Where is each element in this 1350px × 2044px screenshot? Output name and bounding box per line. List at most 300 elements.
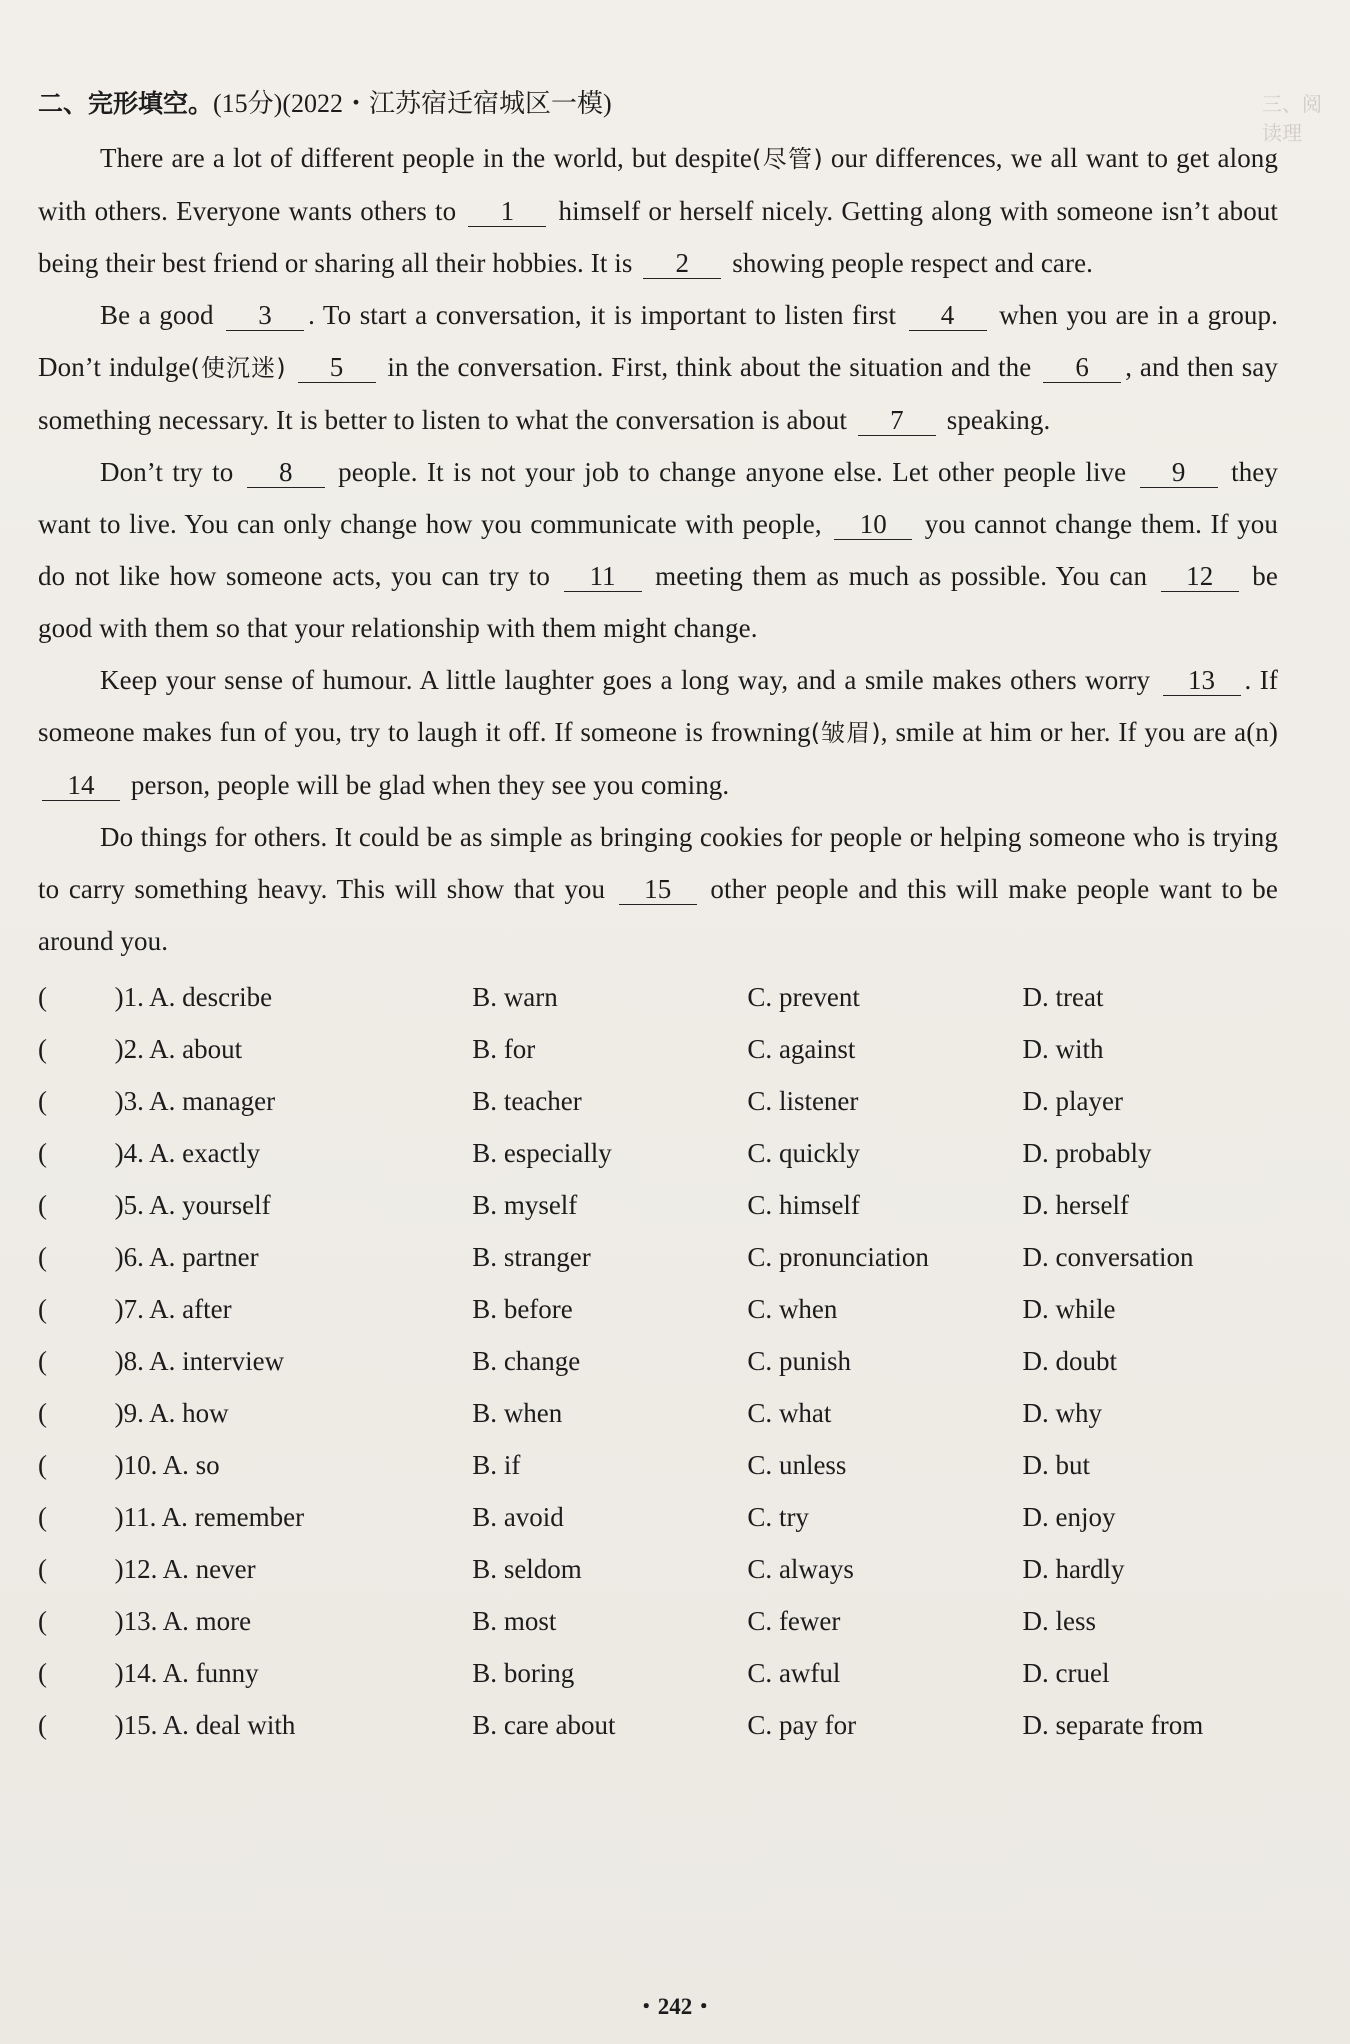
answer-slot[interactable] xyxy=(38,1554,115,1585)
answer-slot[interactable] xyxy=(38,1294,115,1325)
option-c xyxy=(747,1086,1022,1117)
option-a xyxy=(115,1086,473,1117)
option-text: more xyxy=(195,1605,252,1636)
passage-text: Don’t try to xyxy=(100,457,243,487)
option-letter: A. xyxy=(162,1605,196,1636)
option-text: treat xyxy=(1055,981,1104,1012)
option-c xyxy=(747,982,1022,1013)
option-letter: B. xyxy=(472,981,504,1012)
passage-text: be good with them so that your relationship with them might change. xyxy=(38,561,1278,643)
option-text: about xyxy=(182,1033,243,1064)
option-letter: B. xyxy=(472,1241,504,1272)
option-text: separate from xyxy=(1055,1709,1204,1740)
option-text: describe xyxy=(182,981,273,1012)
question-number: 3 xyxy=(123,1085,138,1116)
option-b xyxy=(472,1398,747,1429)
option-letter: A. xyxy=(162,1553,196,1584)
question-number: 14 xyxy=(123,1657,151,1688)
question-row xyxy=(38,971,1278,1023)
option-text: enjoy xyxy=(1055,1501,1116,1532)
answer-blank: 13 xyxy=(1163,665,1241,696)
option-text: exactly xyxy=(182,1137,261,1168)
option-letter: D. xyxy=(1022,1553,1056,1584)
option-letter: B. xyxy=(472,1033,504,1064)
option-letter: C. xyxy=(747,1605,779,1636)
option-text: cruel xyxy=(1055,1657,1110,1688)
option-letter: B. xyxy=(472,1605,504,1636)
option-text: conversation xyxy=(1055,1241,1194,1272)
open-paren: ( xyxy=(38,1657,47,1688)
option-text: punish xyxy=(778,1345,851,1376)
open-paren: ( xyxy=(38,1345,47,1376)
answer-slot[interactable] xyxy=(38,1346,115,1377)
close-paren: ) xyxy=(114,1709,124,1740)
option-text: unless xyxy=(778,1449,847,1480)
option-d xyxy=(1023,1346,1278,1377)
answer-blank: 1 xyxy=(468,196,546,227)
number-dot: . xyxy=(150,1657,163,1688)
passage-text: Do things for others. It could be as simple as bringing cookies for people or helping someone who is trying to carry something heavy. This will show that you xyxy=(38,822,1278,904)
answer-blank: 6 xyxy=(1043,352,1121,383)
option-a xyxy=(115,1450,473,1481)
answer-blank: 7 xyxy=(858,405,936,436)
option-c xyxy=(747,1294,1022,1325)
option-text: listener xyxy=(778,1085,859,1116)
option-d xyxy=(1023,1294,1278,1325)
option-text: seldom xyxy=(503,1553,582,1584)
answer-slot[interactable] xyxy=(38,1034,115,1065)
option-text: fewer xyxy=(778,1605,841,1636)
option-text: myself xyxy=(503,1189,578,1220)
option-letter: C. xyxy=(747,1501,779,1532)
option-letter: C. xyxy=(747,1085,779,1116)
open-paren: ( xyxy=(38,1709,47,1740)
option-text: prevent xyxy=(778,981,860,1012)
option-letter: A. xyxy=(149,1033,183,1064)
number-dot: . xyxy=(137,981,150,1012)
option-b xyxy=(472,1502,747,1533)
question-number: 5 xyxy=(123,1189,138,1220)
open-paren: ( xyxy=(38,1397,47,1428)
passage-text: . To start a conversation, it is important to listen first xyxy=(308,300,905,330)
option-text: warn xyxy=(503,981,558,1012)
option-a xyxy=(115,1502,473,1533)
answer-slot[interactable] xyxy=(38,1658,115,1689)
option-b xyxy=(472,1554,747,1585)
option-text: partner xyxy=(182,1241,259,1272)
option-a xyxy=(115,1606,473,1637)
number-dot: . xyxy=(149,1501,162,1532)
option-letter: D. xyxy=(1022,1657,1056,1688)
question-number: 7 xyxy=(123,1293,138,1324)
question-number: 12 xyxy=(123,1553,151,1584)
option-b xyxy=(472,1710,747,1741)
option-letter: C. xyxy=(747,1397,779,1428)
option-text: quickly xyxy=(778,1137,860,1168)
option-letter: D. xyxy=(1022,1397,1056,1428)
option-text: so xyxy=(195,1449,220,1480)
option-letter: A. xyxy=(149,1137,183,1168)
chinese-gloss: (尽管) xyxy=(751,145,823,173)
option-text: yourself xyxy=(182,1189,271,1220)
option-letter: A. xyxy=(162,1449,196,1480)
option-d xyxy=(1023,1502,1278,1533)
open-paren: ( xyxy=(38,1033,47,1064)
question-number: 10 xyxy=(123,1449,151,1480)
question-number: 13 xyxy=(123,1605,151,1636)
open-paren: ( xyxy=(38,981,47,1012)
option-d xyxy=(1023,1554,1278,1585)
option-letter: B. xyxy=(472,1501,504,1532)
section-title: 二、完形填空。 xyxy=(38,89,214,118)
option-letter: B. xyxy=(472,1189,504,1220)
option-c xyxy=(747,1606,1022,1637)
option-b xyxy=(472,1606,747,1637)
passage-text: showing people respect and care. xyxy=(725,248,1094,278)
answer-blank: 8 xyxy=(247,457,325,488)
answer-slot[interactable] xyxy=(38,1450,115,1481)
answer-blank: 3 xyxy=(226,300,304,331)
number-dot: . xyxy=(137,1033,150,1064)
answer-slot[interactable] xyxy=(38,1606,115,1637)
option-letter: B. xyxy=(472,1657,504,1688)
passage-text: meeting them as much as possible. You can xyxy=(645,561,1157,591)
chinese-gloss: (使沉迷) xyxy=(190,354,286,382)
passage-text: , smile at him or her. If you are a(n) xyxy=(880,717,1278,747)
option-text: awful xyxy=(778,1657,841,1688)
question-number: 9 xyxy=(123,1397,138,1428)
question-row xyxy=(38,1075,1278,1127)
option-text: especially xyxy=(503,1137,612,1168)
option-letter: C. xyxy=(747,1137,779,1168)
option-letter: B. xyxy=(472,1449,504,1480)
number-dot: . xyxy=(137,1345,150,1376)
option-letter: A. xyxy=(162,1709,196,1740)
number-dot: . xyxy=(137,1085,150,1116)
close-paren: ) xyxy=(114,1605,124,1636)
option-letter: D. xyxy=(1022,981,1056,1012)
option-b xyxy=(472,1658,747,1689)
option-text: try xyxy=(778,1501,809,1532)
option-letter: B. xyxy=(472,1709,504,1740)
option-b xyxy=(472,982,747,1013)
answer-slot[interactable] xyxy=(38,1398,115,1429)
option-letter: C. xyxy=(747,1345,779,1376)
options-list xyxy=(38,971,1278,1751)
option-d xyxy=(1023,982,1278,1013)
answer-blank: 14 xyxy=(42,770,120,801)
passage-text: Keep your sense of humour. A little laughter goes a long way, and a smile makes others worry xyxy=(100,665,1159,695)
passage-paragraph xyxy=(38,811,1278,967)
answer-blank: 12 xyxy=(1161,561,1239,592)
option-letter: C. xyxy=(747,1241,779,1272)
option-letter: A. xyxy=(149,1345,183,1376)
option-text: player xyxy=(1055,1085,1124,1116)
option-text: most xyxy=(503,1605,557,1636)
question-row xyxy=(38,1543,1278,1595)
passage xyxy=(38,132,1278,967)
option-d xyxy=(1023,1658,1278,1689)
option-a xyxy=(115,1190,473,1221)
passage-text: speaking. xyxy=(939,405,1051,435)
option-text: hardly xyxy=(1055,1553,1125,1584)
open-paren: ( xyxy=(38,1241,47,1272)
option-text: herself xyxy=(1055,1189,1130,1220)
passage-text: There are a lot of different people in the world, but despite xyxy=(100,143,752,173)
answer-slot[interactable] xyxy=(38,1138,115,1169)
option-text: doubt xyxy=(1055,1345,1118,1376)
option-letter: A. xyxy=(161,1501,195,1532)
option-text: interview xyxy=(182,1345,285,1376)
question-row xyxy=(38,1387,1278,1439)
passage-text: himself or herself nicely. Getting along with someone isn’t about being their best friend or sharing all their hobbies. It is xyxy=(38,196,1279,278)
question-number: 1 xyxy=(123,981,138,1012)
option-d xyxy=(1023,1606,1278,1637)
option-text: why xyxy=(1055,1397,1103,1428)
answer-blank: 4 xyxy=(909,300,987,331)
option-d xyxy=(1023,1086,1278,1117)
passage-text: people. It is not your job to change anyone else. Let other people live xyxy=(328,457,1136,487)
option-d xyxy=(1023,1242,1278,1273)
close-paren: ) xyxy=(114,1657,124,1688)
question-number: 15 xyxy=(123,1709,151,1740)
passage-text: person, people will be glad when they see you coming. xyxy=(124,770,730,800)
open-paren: ( xyxy=(38,1501,47,1532)
option-text: boring xyxy=(503,1657,575,1688)
close-paren: ) xyxy=(114,1449,124,1480)
option-text: care about xyxy=(503,1709,616,1740)
answer-blank: 9 xyxy=(1140,457,1218,488)
option-c xyxy=(747,1554,1022,1585)
option-letter: D. xyxy=(1022,1345,1056,1376)
option-d xyxy=(1023,1450,1278,1481)
option-c xyxy=(747,1398,1022,1429)
option-letter: B. xyxy=(472,1293,504,1324)
passage-text: , and then say something necessary. It is better to listen to what the conversation is about xyxy=(38,352,1278,435)
answer-blank: 10 xyxy=(834,509,912,540)
open-paren: ( xyxy=(38,1449,47,1480)
question-number: 4 xyxy=(123,1137,138,1168)
option-text: against xyxy=(778,1033,856,1064)
question-number: 2 xyxy=(123,1033,138,1064)
option-c xyxy=(747,1346,1022,1377)
question-row xyxy=(38,1595,1278,1647)
option-letter: D. xyxy=(1022,1241,1056,1272)
option-c xyxy=(747,1450,1022,1481)
answer-blank: 5 xyxy=(298,352,376,383)
answer-slot[interactable] xyxy=(38,1086,115,1117)
option-letter: B. xyxy=(472,1137,504,1168)
page-number: ・242・ xyxy=(634,1994,716,2019)
option-c xyxy=(747,1034,1022,1065)
option-letter: A. xyxy=(149,1397,183,1428)
number-dot: . xyxy=(150,1605,163,1636)
answer-slot[interactable] xyxy=(38,1710,115,1741)
close-paren: ) xyxy=(114,981,124,1012)
option-text: pay for xyxy=(778,1709,857,1740)
option-text: manager xyxy=(182,1085,276,1116)
number-dot: . xyxy=(150,1449,163,1480)
option-letter: B. xyxy=(472,1345,504,1376)
option-letter: A. xyxy=(162,1657,196,1688)
option-b xyxy=(472,1138,747,1169)
number-dot: . xyxy=(137,1397,150,1428)
close-paren: ) xyxy=(114,1241,124,1272)
question-row xyxy=(38,1439,1278,1491)
passage-paragraph xyxy=(38,132,1278,289)
answer-slot[interactable] xyxy=(38,982,115,1013)
option-d xyxy=(1023,1710,1278,1741)
option-letter: D. xyxy=(1022,1033,1056,1064)
option-text: stranger xyxy=(503,1241,591,1272)
close-paren: ) xyxy=(114,1553,124,1584)
answer-blank: 15 xyxy=(619,874,697,905)
option-text: probably xyxy=(1055,1137,1152,1168)
option-text: what xyxy=(778,1397,832,1428)
option-letter: B. xyxy=(472,1397,504,1428)
option-letter: D. xyxy=(1022,1085,1056,1116)
answer-slot[interactable] xyxy=(38,1190,115,1221)
cloze-section xyxy=(38,80,1278,1751)
option-text: pronunciation xyxy=(778,1241,929,1272)
option-text: teacher xyxy=(503,1085,582,1116)
option-a xyxy=(115,982,473,1013)
option-letter: C. xyxy=(747,1709,779,1740)
option-d xyxy=(1023,1398,1278,1429)
option-letter: B. xyxy=(472,1553,504,1584)
option-b xyxy=(472,1294,747,1325)
option-c xyxy=(747,1710,1022,1741)
option-letter: C. xyxy=(747,981,779,1012)
option-c xyxy=(747,1138,1022,1169)
passage-text: . If someone makes fun of you, try to laugh it off. If someone is frowning xyxy=(38,665,1278,747)
option-d xyxy=(1023,1138,1278,1169)
option-text: himself xyxy=(778,1189,860,1220)
answer-blank: 11 xyxy=(564,561,642,592)
question-number: 8 xyxy=(123,1345,138,1376)
option-text: less xyxy=(1055,1605,1097,1636)
option-text: but xyxy=(1055,1449,1091,1480)
option-text: avoid xyxy=(503,1501,564,1532)
close-paren: ) xyxy=(114,1345,124,1376)
option-a xyxy=(115,1658,473,1689)
option-text: how xyxy=(182,1397,229,1428)
question-row xyxy=(38,1647,1278,1699)
question-row xyxy=(38,1283,1278,1335)
question-row xyxy=(38,1491,1278,1543)
option-b xyxy=(472,1034,747,1065)
close-paren: ) xyxy=(114,1085,124,1116)
open-paren: ( xyxy=(38,1189,47,1220)
close-paren: ) xyxy=(114,1397,124,1428)
option-text: with xyxy=(1055,1033,1104,1064)
option-letter: A. xyxy=(149,981,183,1012)
close-paren: ) xyxy=(114,1189,124,1220)
answer-blank: 2 xyxy=(643,248,721,279)
number-dot: . xyxy=(150,1709,163,1740)
option-a xyxy=(115,1554,473,1585)
close-paren: ) xyxy=(114,1501,124,1532)
question-row xyxy=(38,1231,1278,1283)
option-a xyxy=(115,1294,473,1325)
option-b xyxy=(472,1450,747,1481)
option-text: for xyxy=(503,1033,536,1064)
option-a xyxy=(115,1398,473,1429)
question-row xyxy=(38,1127,1278,1179)
option-letter: A. xyxy=(149,1293,183,1324)
option-letter: A. xyxy=(149,1241,183,1272)
open-paren: ( xyxy=(38,1137,47,1168)
option-letter: D. xyxy=(1022,1605,1056,1636)
answer-slot[interactable] xyxy=(38,1242,115,1273)
option-text: deal with xyxy=(195,1709,296,1740)
passage-text: Be a good xyxy=(100,300,223,330)
option-letter: D. xyxy=(1022,1137,1056,1168)
passage-text: in the conversation. First, think about the situation and the xyxy=(379,352,1040,382)
option-d xyxy=(1023,1034,1278,1065)
option-letter: C. xyxy=(747,1189,779,1220)
passage-text: you cannot change them. If you do not like how someone acts, you can try to xyxy=(38,509,1278,591)
number-dot: . xyxy=(137,1137,150,1168)
option-letter: A. xyxy=(149,1189,183,1220)
option-c xyxy=(747,1242,1022,1273)
open-paren: ( xyxy=(38,1085,47,1116)
option-letter: D. xyxy=(1022,1449,1056,1480)
option-c xyxy=(747,1658,1022,1689)
close-paren: ) xyxy=(114,1293,124,1324)
question-row xyxy=(38,1699,1278,1751)
option-text: after xyxy=(182,1293,232,1324)
option-letter: C. xyxy=(747,1657,779,1688)
open-paren: ( xyxy=(38,1553,47,1584)
close-paren: ) xyxy=(114,1033,124,1064)
open-paren: ( xyxy=(38,1605,47,1636)
answer-slot[interactable] xyxy=(38,1502,115,1533)
question-row xyxy=(38,1335,1278,1387)
bleed-through-text: 三、阅读理 xyxy=(1262,92,1322,145)
passage-paragraph xyxy=(38,446,1278,654)
option-letter: C. xyxy=(747,1449,779,1480)
option-text: while xyxy=(1055,1293,1116,1324)
option-letter: B. xyxy=(472,1085,504,1116)
option-b xyxy=(472,1086,747,1117)
passage-text: they want to live. You can only change how you communicate with people, xyxy=(38,457,1278,539)
option-text: before xyxy=(503,1293,573,1324)
question-row xyxy=(38,1023,1278,1075)
option-a xyxy=(115,1034,473,1065)
passage-text xyxy=(286,352,294,382)
option-letter: D. xyxy=(1022,1709,1056,1740)
open-paren: ( xyxy=(38,1293,47,1324)
option-b xyxy=(472,1242,747,1273)
option-text: always xyxy=(778,1553,854,1584)
option-text: remember xyxy=(194,1501,305,1532)
number-dot: . xyxy=(150,1553,163,1584)
number-dot: . xyxy=(137,1241,150,1272)
option-text: never xyxy=(195,1553,256,1584)
option-letter: C. xyxy=(747,1553,779,1584)
section-heading xyxy=(38,80,1278,128)
option-text: funny xyxy=(195,1657,259,1688)
option-b xyxy=(472,1346,747,1377)
close-paren: ) xyxy=(114,1137,124,1168)
chinese-gloss: (皱眉) xyxy=(810,719,881,747)
section-meta: (15分)(2022・江苏宿迁宿城区一模) xyxy=(213,89,612,118)
passage-paragraph xyxy=(38,289,1278,446)
option-letter: C. xyxy=(747,1033,779,1064)
option-letter: C. xyxy=(747,1293,779,1324)
option-text: change xyxy=(503,1345,581,1376)
